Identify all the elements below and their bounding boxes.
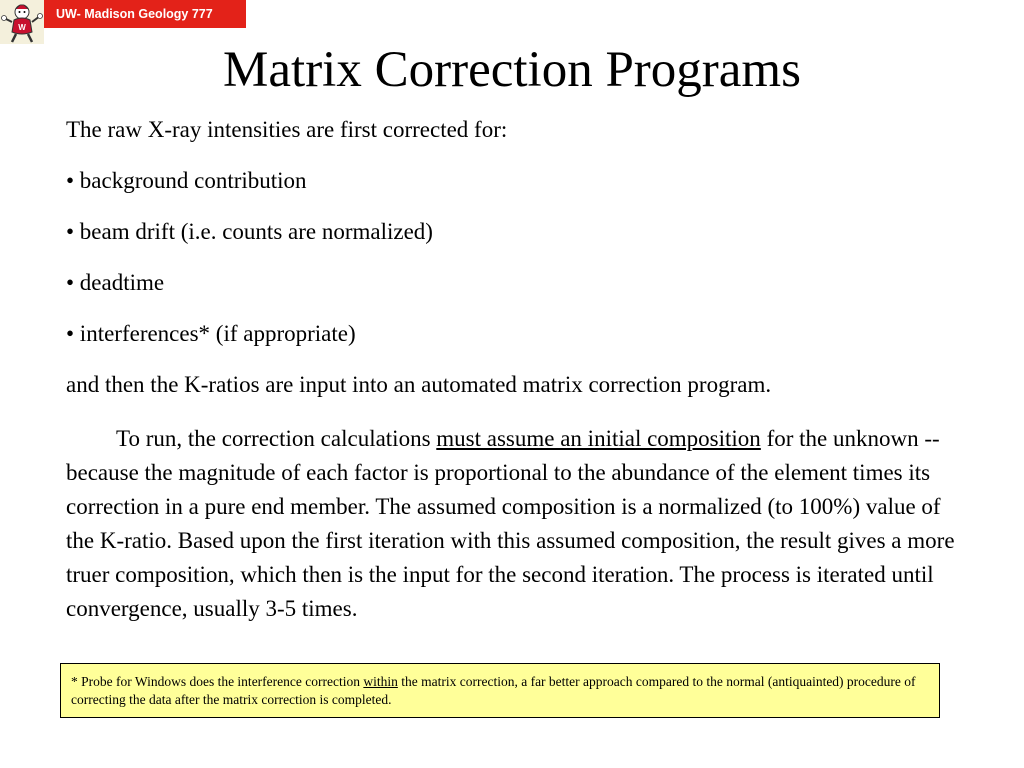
slide-body [66, 116, 966, 626]
footnote-text-start: * Probe for Windows does the interference correction [71, 674, 364, 689]
paragraph-underlined-text: must assume an initial composition [436, 426, 761, 451]
badger-icon [0, 0, 44, 44]
bullet-beam-drift: • beam drift (i.e. counts are normalized) [66, 219, 433, 244]
svg-text:W: W [18, 23, 26, 32]
footnote-underlined-text: within [363, 674, 398, 689]
bullet-interferences: • interferences* (if appropriate) [66, 321, 356, 346]
followup-text: and then the K-ratios are input into an automated matrix correction program. [66, 372, 772, 397]
intro-text: The raw X-ray intensities are first corrected for: [66, 117, 508, 142]
bucky-badger-logo [0, 0, 44, 44]
slide-title: Matrix Correction Programs [223, 42, 801, 98]
paragraph-text-start: To run, the correction calculations [116, 426, 437, 451]
footnote-text-end: the matrix correction, a far better approach compared to the normal (antiquainted) procedure of correcting the data after the matrix correction is completed. [71, 674, 916, 707]
explanation-paragraph [66, 422, 956, 626]
bullet-deadtime: • deadtime [66, 270, 165, 295]
course-badge: UW- Madison Geology 777 [44, 0, 246, 28]
footnote-box [60, 663, 940, 718]
bullet-background: • background contribution [66, 168, 307, 193]
paragraph-text-end: for the unknown -- because the magnitude of each factor is proportional to the abundance of the element times its correction in a pure end member. The assumed composition is a normalized (to 100%) value of the K-ratio. Based upon the first iteration with this assumed composition, the result gives a more truer composition, which then is the input for the second iteration. The process is iterated until convergence, usually 3-5 times. [66, 426, 955, 621]
